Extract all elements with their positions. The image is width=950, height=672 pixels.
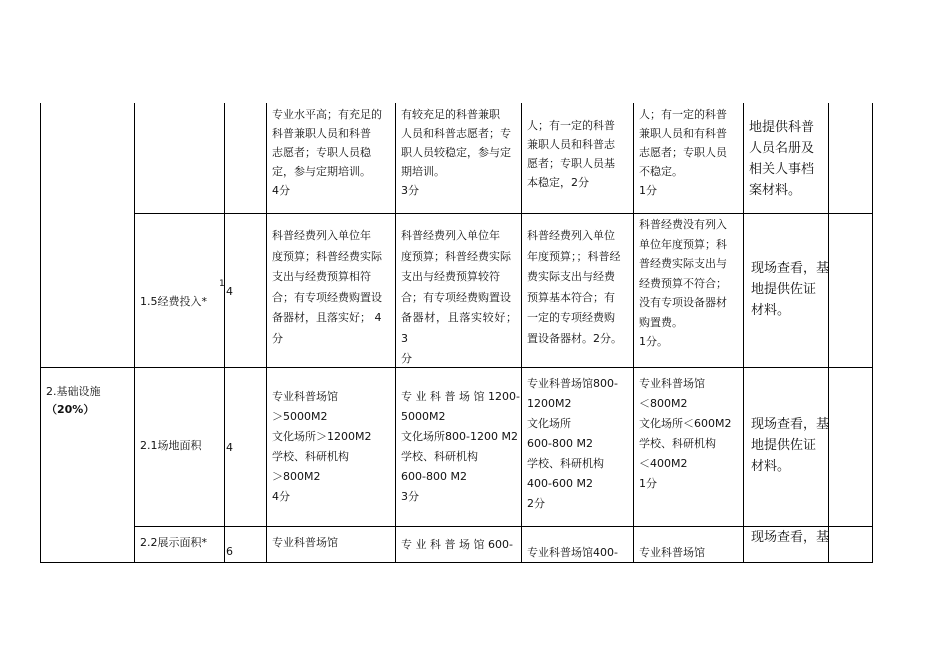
row1-method: 现场查看，基 地提供佐证 材料。 <box>751 261 830 318</box>
row1-score: 4 <box>226 285 233 298</box>
row2-category: 2.基础设施 <box>46 385 101 398</box>
row3-level2: 专 业 科 普 场 馆 600- <box>401 538 513 551</box>
row3-level4: 专业科普场馆 <box>639 546 705 559</box>
row0-level1: 专业水平高；有充足的 科普兼职人员和科普 志愿者；专职人员稳 定，参与定期培训。 4分 <box>272 108 382 197</box>
row1-score-mark: 1 <box>219 279 225 289</box>
row2-score: 4 <box>226 441 233 454</box>
row1-level3: 科普经费列入单位 年度预算；；科普经 费实际支出与经费 预算基本符合；有 一定的专项经费购 置设备器材。2分。 <box>527 229 622 345</box>
row3-item-label: 2.2展示面积* <box>140 536 207 549</box>
row2-level3: 专业科普场馆800- 1200M2 文化场所 600-800 M2 学校、科研机构 400-600 M2 2分 <box>527 377 618 510</box>
row3-level1: 专业科普场馆 <box>272 536 338 549</box>
row3-score: 6 <box>226 545 233 558</box>
row0-method: 地提供科普 人员名册及 相关人事档 案材料。 <box>749 120 815 198</box>
row1-item-label: 1.5经费投入* <box>140 295 207 308</box>
row1-level4: 科普经费没有列入 单位年度预算；科 普经费实际支出与 经费预算不符合； 没有专项设备器材 购置费。 1分。 <box>639 218 727 348</box>
row0-level2: 有较充足的科普兼职 人员和科普志愿者；专 职人员较稳定，参与定 期培训。 3分 <box>401 108 511 197</box>
row2-level2: 专 业 科 普 场 馆 1200- 5000M2 文化场所800-1200 M2 学校、科研机构 600-800 M2 3分 <box>401 390 520 503</box>
row3-level3: 专业科普场馆400- <box>527 546 618 559</box>
row0-level3: 人；有一定的科普 兼职人员和科普志 愿者；专职人员基 本稳定，2分 <box>527 119 615 189</box>
row2-item-label: 2.1场地面积 <box>140 439 202 452</box>
row1-level1: 科普经费列入单位年 度预算；科普经费实际 支出与经费预算相符 合；有专项经费购置设 备器材，且落实好； 4 分 <box>272 229 382 345</box>
row3-method: 现场查看，基 <box>751 530 830 545</box>
row2-level4: 专业科普场馆 ＜800M2 文化场所＜600M2 学校、科研机构 ＜400M2 1分 <box>639 377 732 490</box>
row2-method: 现场查看，基 地提供佐证 材料。 <box>751 417 830 474</box>
row2-level1: 专业科普场馆 ＞5000M2 文化场所＞1200M2 学校、科研机构 ＞800M2 4分 <box>272 390 372 503</box>
row0-level4: 人；有一定的科普 兼职人员和有科普 志愿者；专职人员 不稳定。 1分 <box>639 108 727 197</box>
row1-level2: 科普经费列入单位年 度预算；科普经费实际 支出与经费预算较符 合；有专项经费购置设 备器材，且落实较好；3 分 <box>401 229 517 365</box>
row2-category-weight: （20%） <box>46 403 95 416</box>
